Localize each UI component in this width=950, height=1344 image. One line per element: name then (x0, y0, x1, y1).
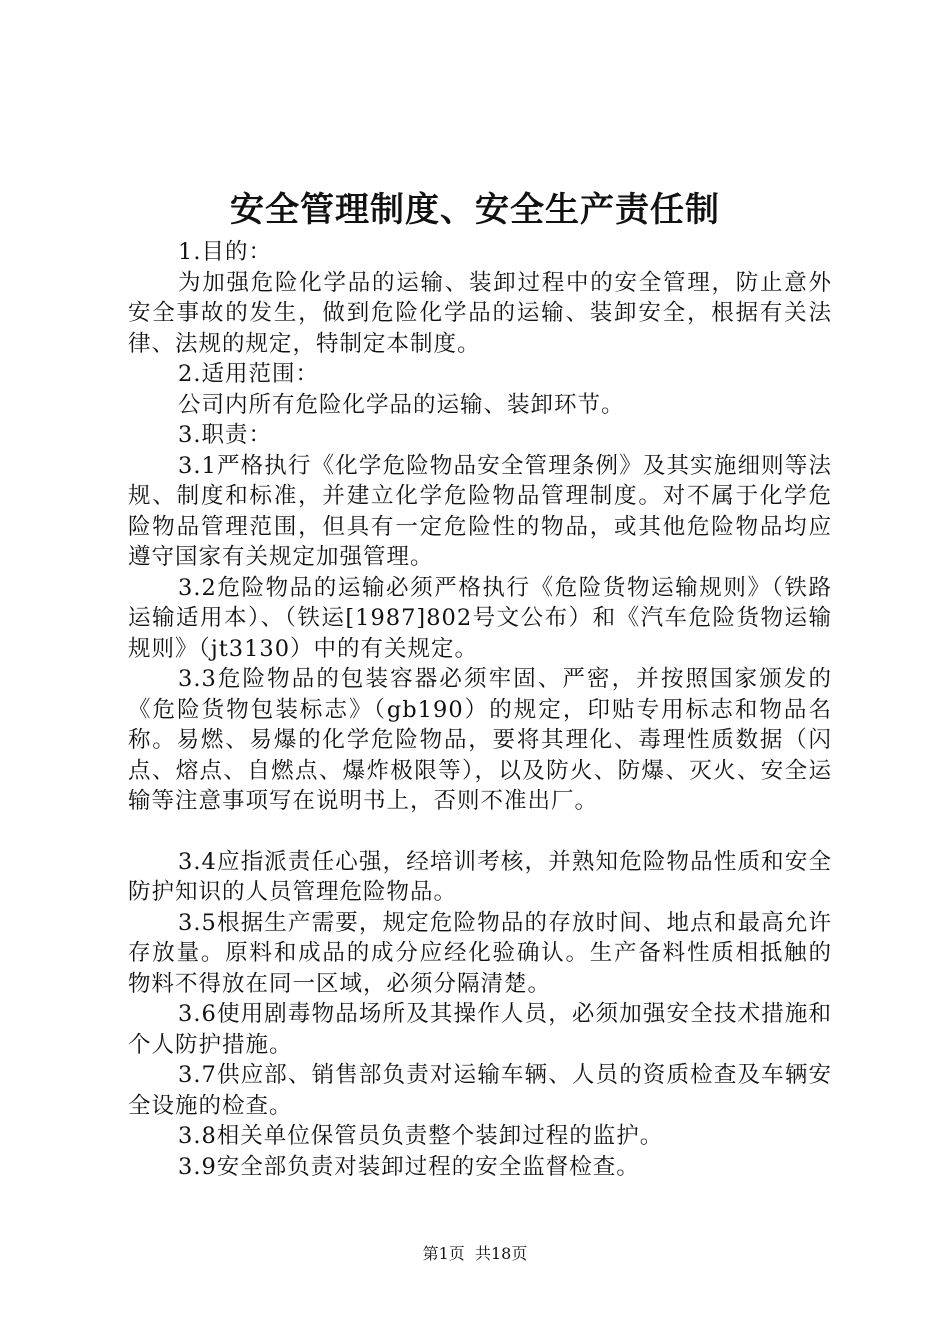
section-heading-duties: 3.职责： (178, 422, 272, 448)
page-footer (0, 1244, 950, 1264)
paragraph-duty-3-1: 3.1严格执行《化学危险物品安全管理条例》及其实施细则等法规、制度和标准，并建立化学危险物品管理制度。对不属于化学危险物品管理范围，但具有一定危险性的物品，或其他危险物品均应遵守国家有关规定加强管理。 (128, 452, 832, 570)
paragraph-duty-3-4: 3.4应指派责任心强，经培训考核，并熟知危险物品性质和安全防护知识的人员管理危险物品。 (128, 848, 832, 905)
section-heading-purpose: 1.目的： (178, 239, 272, 265)
paragraph-duty-3-9: 3.9安全部负责对装卸过程的安全监督检查。 (178, 1153, 640, 1180)
page-total: 共18页 (474, 1244, 528, 1263)
page-number: 第1页 (422, 1244, 465, 1263)
paragraph-scope: 公司内所有危险化学品的运输、装卸环节。 (178, 391, 625, 418)
paragraph-duty-3-5: 3.5根据生产需要，规定危险物品的存放时间、地点和最高允许存放量。原料和成品的成分应经化验确认。生产备料性质相抵触的物料不得放在同一区域，必须分隔清楚。 (128, 909, 832, 997)
paragraph-purpose: 为加强危险化学品的运输、装卸过程中的安全管理，防止意外安全事故的发生，做到危险化学品的运输、装卸安全，根据有关法律、法规的规定，特制定本制度。 (128, 269, 832, 357)
section-heading-scope: 2.适用范围： (178, 361, 319, 387)
paragraph-duty-3-3: 3.3危险物品的包装容器必须牢固、严密，并按照国家颁发的《危险货物包装标志》（gb190）的规定，印贴专用标志和物品名称。易燃、易爆的化学危险物品，要将其理化、毒理性质数据（闪点、熔点、自燃点、爆炸极限等），以及防火、防爆、灭火、安全运输等注意事项写在说明书上，否则不准出厂。 (128, 666, 832, 814)
paragraph-duty-3-2: 3.2危险物品的运输必须严格执行《危险货物运输规则》（铁路运输适用本）、（铁运[1987]802号文公布）和《汽车危险货物运输规则》（jt3130）中的有关规定。 (128, 574, 832, 662)
paragraph-duty-3-6: 3.6使用剧毒物品场所及其操作人员，必须加强安全技术措施和个人防护措施。 (128, 1001, 832, 1058)
paragraph-duty-3-7: 3.7供应部、销售部负责对运输车辆、人员的资质检查及车辆安全设施的检查。 (128, 1062, 832, 1119)
document-body (128, 237, 832, 1182)
document-title: 安全管理制度、安全生产责任制 (230, 190, 720, 230)
paragraph-duty-3-8: 3.8相关单位保管员负责整个装卸过程的监护。 (178, 1123, 664, 1149)
